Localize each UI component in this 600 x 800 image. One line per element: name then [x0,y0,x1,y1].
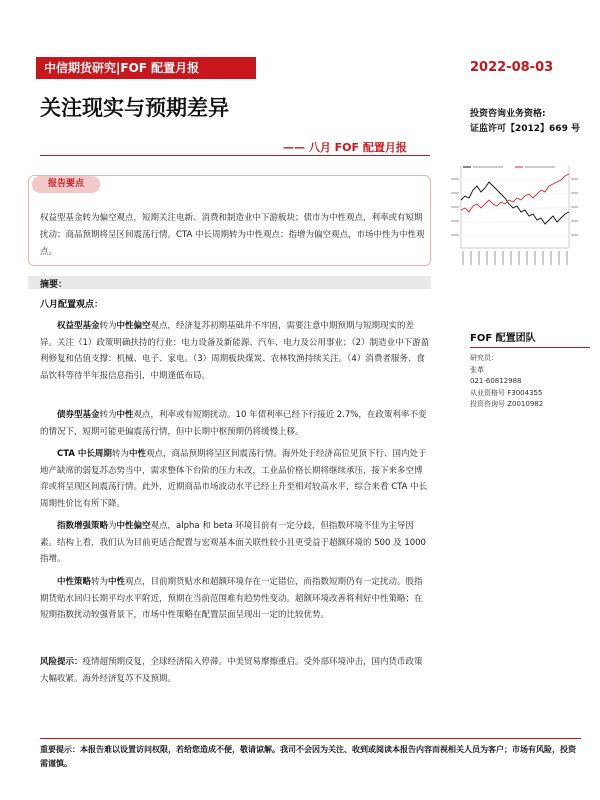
qualification-line-1: 投资咨询业务资格: [470,109,546,119]
report-series-banner: 中信期货研究|FOF 配置月报 [36,57,256,79]
index-enhance-text: 观点，alpha 和 beta 环境目前有一定分歧，但指数环境不佳为主导因素。结构上看，我们认为目前更适合配置与宏观基本面关联性较小且更受益于超额环境的 500 及 1000 指增。 [40,521,426,564]
risk-warning [40,654,430,687]
page-title: 关注现实与预期差异 [40,96,229,120]
report-date: 2022-08-03 [470,60,554,75]
equity-text: 观点，经济复苏初期基础并不牢固，需要注意中期预期与短期现实的差异。关注（1）政策明确扶持的行业：电力设备及新能源、汽车、电力及公用事业；（2）制造业中下游盈利修复和估值支撑：机械、电子、家电。（3）周期板块煤炭、农林牧渔持续关注。（4）消费者服务、食品饮料等待半年报信息指引，中期逢低布局。 [40,321,430,381]
equity-lead: 权益型基金 [57,321,100,331]
risk-text: 疫情超预期反复，全球经济陷入停滞。中美贸易摩擦重启。受外部环境冲击，国内货币政策大幅收紧。海外经济复苏不及预期。 [40,657,423,684]
summary-tag: 报告要点 [32,176,100,193]
performance-chart [447,160,579,272]
index-enhance-mid: 为 [108,521,117,531]
team-role: 研究员： [470,354,498,362]
cta-lead: CTA 中长周期 [57,449,112,459]
equity-mid: 转为 [99,321,117,331]
qualification-block [470,107,580,137]
paragraph-index-enhance [40,518,430,568]
index-enhance-lead: 指数增强策略 [57,521,109,531]
abstract-label: 摘要： [40,280,68,290]
team-title: FOF 配置团队 [470,333,536,344]
title-divider [40,155,430,156]
paragraph-neutral [40,574,430,624]
bond-mid: 转为 [99,410,117,420]
index-enhance-view: 中性偏空 [116,521,151,531]
qualification-line-2: 证监许可【2012】669 号 [470,124,580,134]
footer-disclaimer: 重要提示：本报告难以设置访问权限，若给您造成不便，敬请谅解。我司不会因为关注、收到或阅读本报告内容而视相关人员为客户；市场有风险，投资需谨慎。 [40,745,576,768]
neutral-lead: 中性策略 [57,577,92,587]
cta-mid: 转为 [111,449,129,459]
paragraph-equity [40,318,430,384]
allocation-view-heading: 八月配置观点： [40,300,104,310]
footer-divider [40,738,581,739]
risk-lead: 风险提示： [40,657,83,667]
neutral-text: 观点，目前期货贴水和超额环境存在一定错位，而指数短期仍有一定扰动。股指期货贴水回归长期平均水平附近，预期在当前范围难有趋势性变动。超额环境改善将利好中性策略；在短期指数扰动较强背景下，市场中性策略在配置层面呈现出一定的比较优势。 [40,577,423,620]
neutral-mid: 转为 [91,577,109,587]
team-name: 张革 [470,365,484,374]
cta-view: 中性 [128,449,146,459]
neutral-view: 中性 [108,577,126,587]
team-divider [470,347,590,348]
cta-text: 观点，商品预期将呈区间震荡行情。海外处于经济高位见顶下行、国内处于地产缺席的弱复苏态势当中，需求整体下台阶的压力未改，工业品价格长期将继续承压，接下来多空博弈或将呈现区间震荡行情。此外，近期商品市场波动水平已经上升至相对较高水平，综合来看 CTA 中长周期性价比有所下降。 [40,449,428,509]
summary-text: 权益型基金转为偏空观点，短期关注电新、消费和制造业中下游板块；债市为中性观点，利率或有短期扰动；商品预期将呈区间震荡行情。CTA 中长周期转为中性观点；指增为偏空观点，市场中性为中性观点。 [40,213,425,257]
paragraph-bond [40,407,430,440]
abstract-section-bar [28,276,431,289]
bond-view: 中性 [116,410,134,420]
bond-text: 观点，利率或有短期扰动。10 年债利率已经下行接近 2.7%，在政策利率不变的情况下，短期可能更偏震荡行情，但中长期中枢预期仍将缓慢上移。 [40,410,427,437]
bond-lead: 债券型基金 [57,410,100,420]
team-block [470,329,590,411]
paragraph-cta [40,446,430,512]
page-subtitle: —— 八月 FOF 配置月报 [283,141,407,154]
team-consult: 投资咨询号 Z0010982 [470,400,544,408]
equity-view: 中性偏空 [116,321,151,331]
team-phone: 021-60812988 [470,377,522,385]
team-license: 从业资格号 F3004355 [470,388,543,397]
